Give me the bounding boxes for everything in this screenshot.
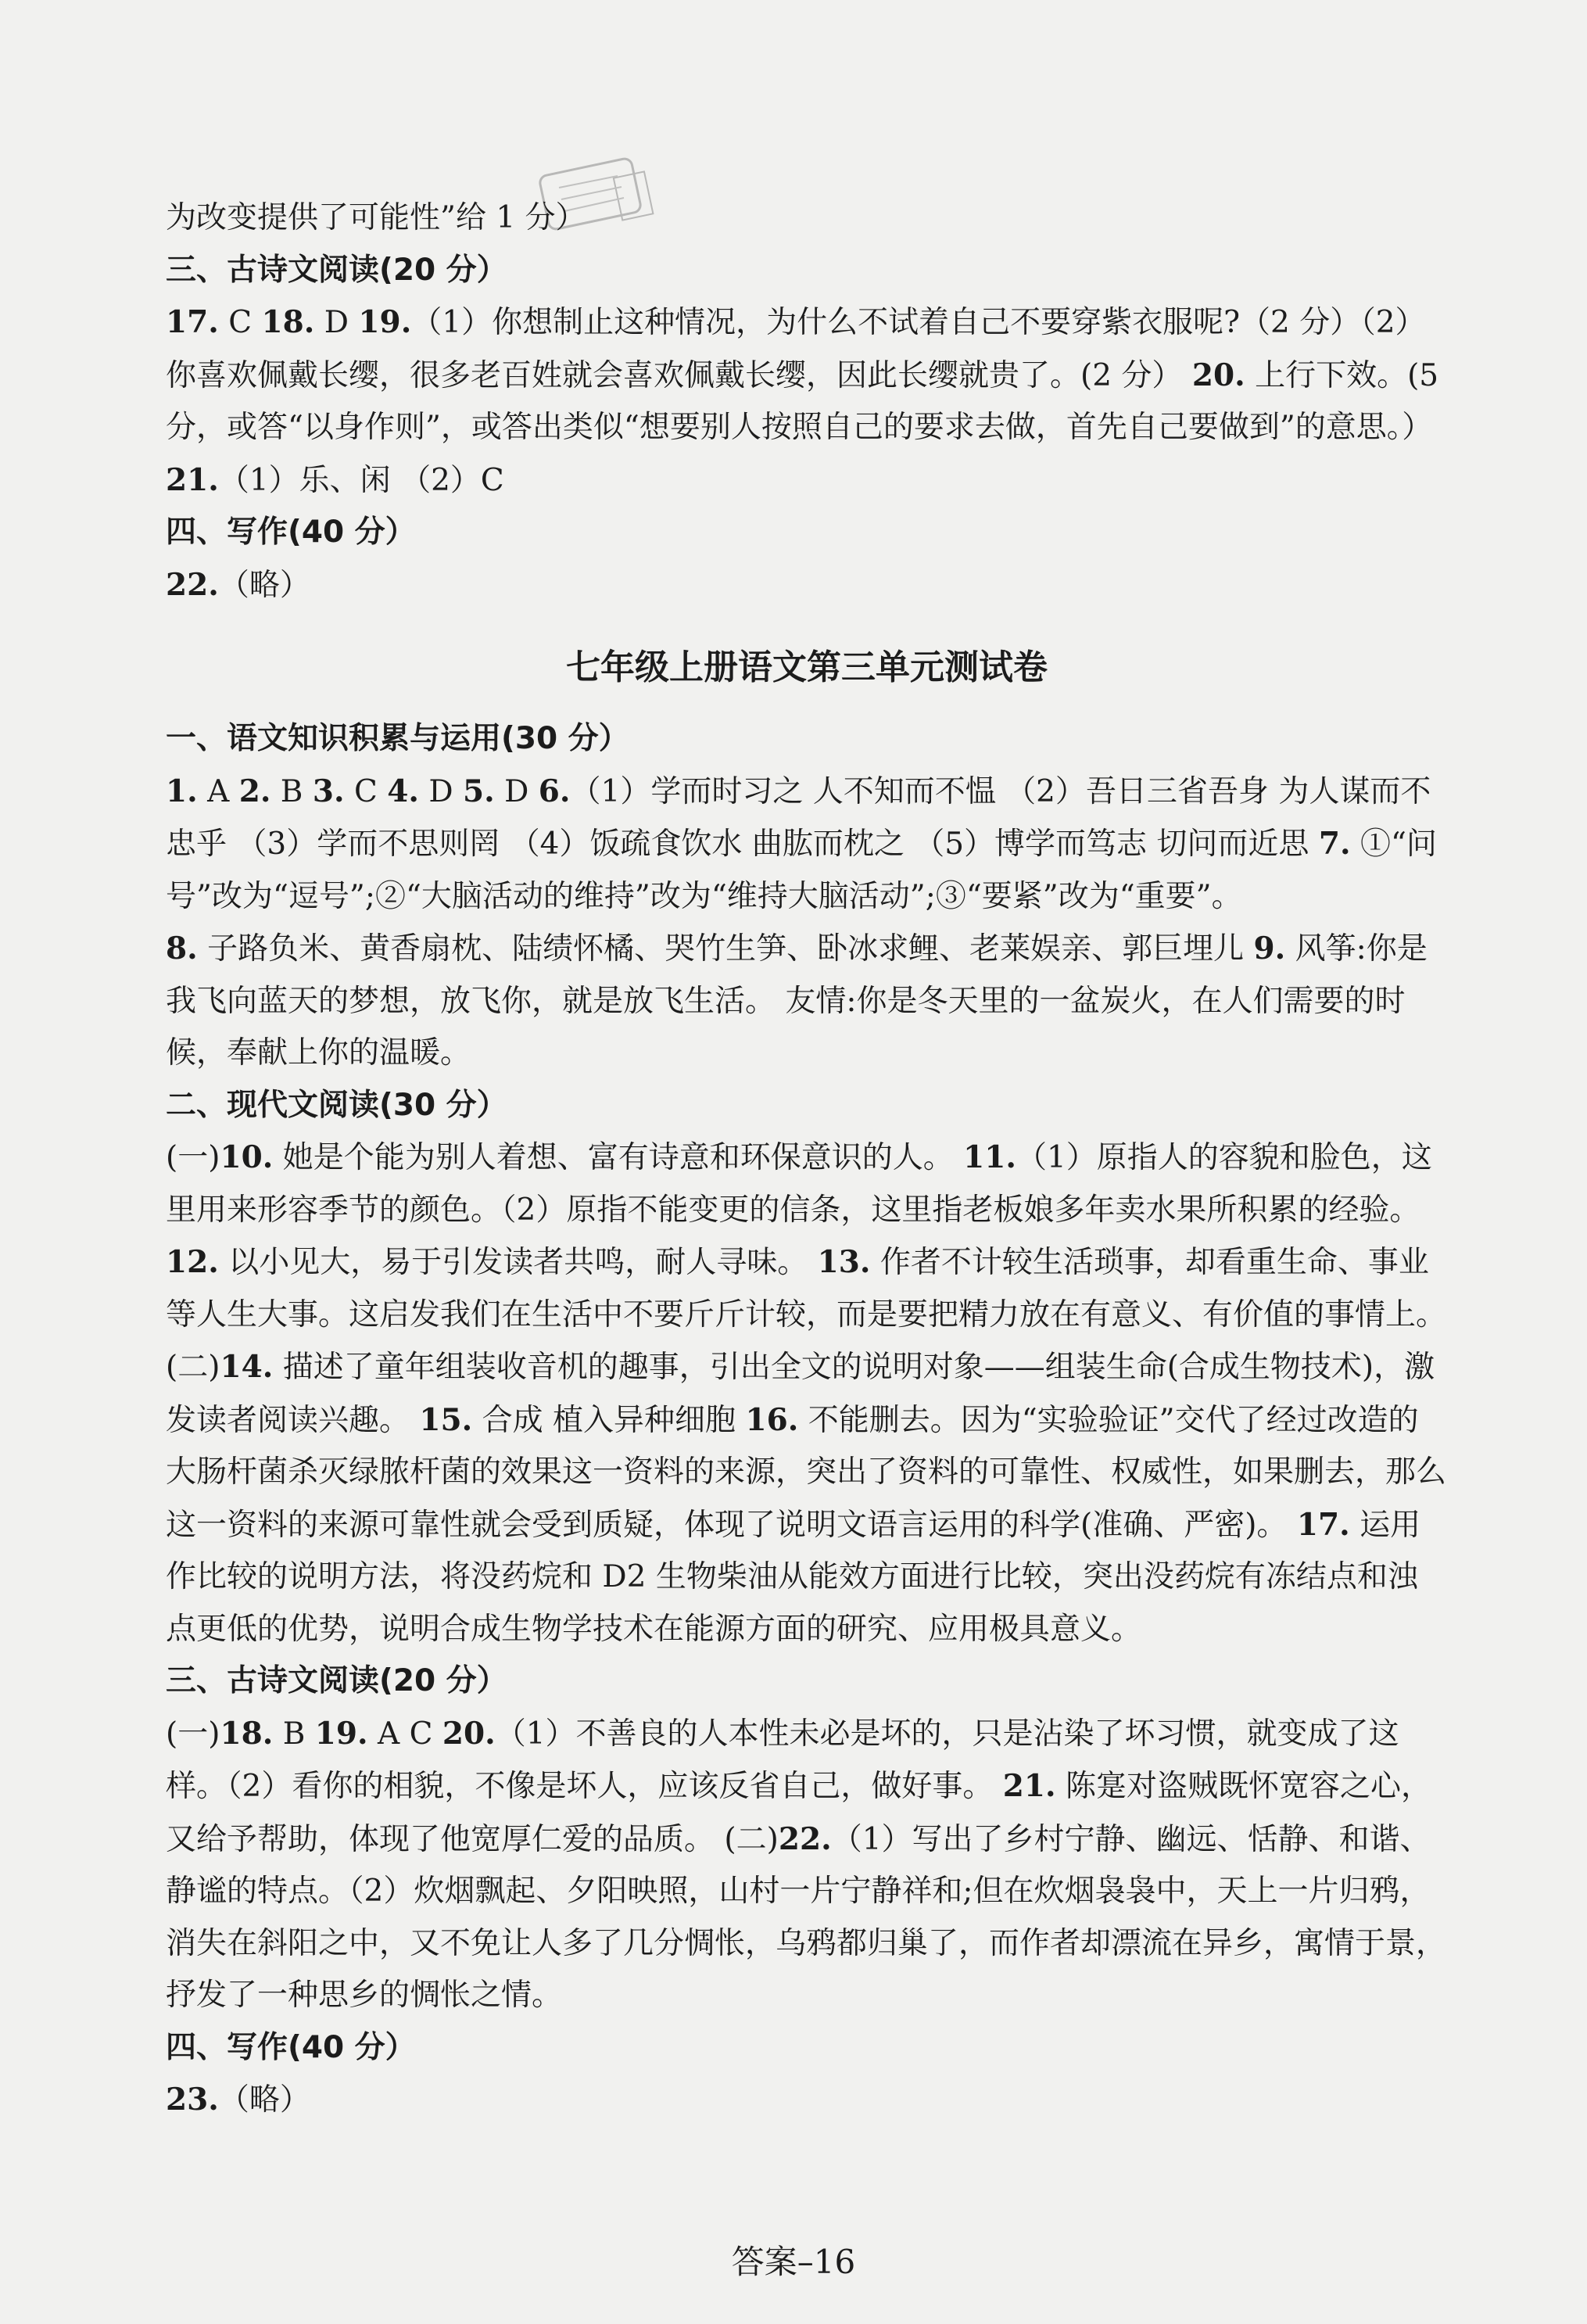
answer-paragraph: (一)10. 她是个能为别人着想、富有诗意和环保意识的人。 11.（1）原指人的容貌和脸色，这里用来形容季节的颜色。（2）原指不能变更的信条，这里指老板娘多年卖水果所积累的经验。	[166, 1139, 1432, 1228]
answer-content	[166, 192, 1448, 2127]
answer-paragraph: 17. C 18. D 19.（1）你想制止这种情况，为什么不试着自己不要穿紫衣服呢?（2 分）（2）你喜欢佩戴长缨，很多老百姓就会喜欢佩戴长缨，因此长缨就贵了。(2 分） 20. 上行下效。(5 分，或答“以身作则”，或答出类似“想要别人按照自己的要求去做，首先自己要做到”的意思。）	[166, 304, 1439, 445]
answer-paragraph: (二)14. 描述了童年组装收音机的趣事，引出全文的说明对象——组装生命(合成生物技术)，激发读者阅读兴趣。 15. 合成 植入异种细胞 16. 不能删去。因为“实验验证”交代了经过改造的大肠杆菌杀灭绿脓杆菌的效果这一资料的来源，突出了资料的可靠性、权威性，如果删去，那么这一资料的来源可靠性就会受到质疑，体现了说明文语言运用的科学(准确、严密)。 17. 运用作比较的说明方法，将没药烷和 D2 生物柴油从能效方面进行比较，突出没药烷有冻结点和浊点更低的优势，说明合成生物学技术在能源方面的研究、应用极具意义。	[166, 1349, 1447, 1647]
answer-paragraph: (一)18. B 19. A C 20.（1）不善良的人本性未必是坏的，只是沾染了坏习惯，就变成了这样。（2）看你的相貌，不像是坏人，应该反省自己，做好事。 21. 陈寔对盗贼既怀宽容之心，又给予帮助，体现了他宽厚仁爱的品质。 (二)22.（1）写出了乡村宁静、幽远、恬静、和谐、静谧的特点。（2）炊烟飘起、夕阳映照，山村一片宁静祥和;但在炊烟袅袅中，天上一片归鸦，消失在斜阳之中，又不免让人多了几分惆怅，乌鸦都归巢了，而作者却漂流在异乡，寓情于景，抒发了一种思乡的惆怅之情。	[166, 1715, 1447, 2013]
answer-paragraph: 23.（略）	[166, 2082, 310, 2118]
answer-paragraph: 22.（略）	[166, 566, 310, 603]
answer-paragraph: 8. 子路负米、黄香扇枕、陆绩怀橘、哭竹生笋、卧冰求鲤、老莱娱亲、郭巨埋儿 9. 风筝:你是我飞向蓝天的梦想，放飞你，就是放飞生活。 友情:你是冬天里的一盆炭火，在人们需要的时候，奉献上你的温暖。	[166, 931, 1428, 1071]
test-title: 七年级上册语文第三单元测试卷	[566, 647, 1048, 687]
answer-paragraph: 12. 以小见大，易于引发读者共鸣，耐人寻味。 13. 作者不计较生活琐事，却看重生命、事业等人生大事。这启发我们在生活中不要斤斤计较，而是要把精力放在有意义、有价值的事情上。	[166, 1244, 1447, 1332]
section-heading-modern: 二、现代文阅读(30 分）	[166, 1087, 507, 1123]
section-heading-classical: 三、古诗文阅读(20 分）	[166, 252, 507, 288]
section-heading-knowledge: 一、语文知识积累与运用(30 分）	[166, 721, 629, 756]
page-number: 答案–16	[731, 2243, 856, 2281]
answer-paragraph: 21.（1）乐、闲 （2）C	[166, 461, 504, 498]
section-heading-classical-2: 三、古诗文阅读(20 分）	[166, 1663, 507, 1698]
continued-text: 为改变提供了可能性”给 1 分）	[166, 200, 586, 235]
section-heading-writing-2: 四、写作(40 分）	[166, 2029, 416, 2065]
section-heading-writing: 四、写作(40 分）	[166, 515, 416, 550]
answer-paragraph: 1. A 2. B 3. C 4. D 5. D 6.（1）学而时习之 人不知而不愠 （2）吾日三省吾身 为人谋而不忠乎 （3）学而不思则罔 （4）饭疏食饮水 曲肱而枕之 （5）博学而笃志 切问而近思 7. ①“问号”改为“逗号”;②“大脑活动的维持”改为“维持大脑活动”;③“要紧”改为“重要”。	[166, 773, 1437, 914]
